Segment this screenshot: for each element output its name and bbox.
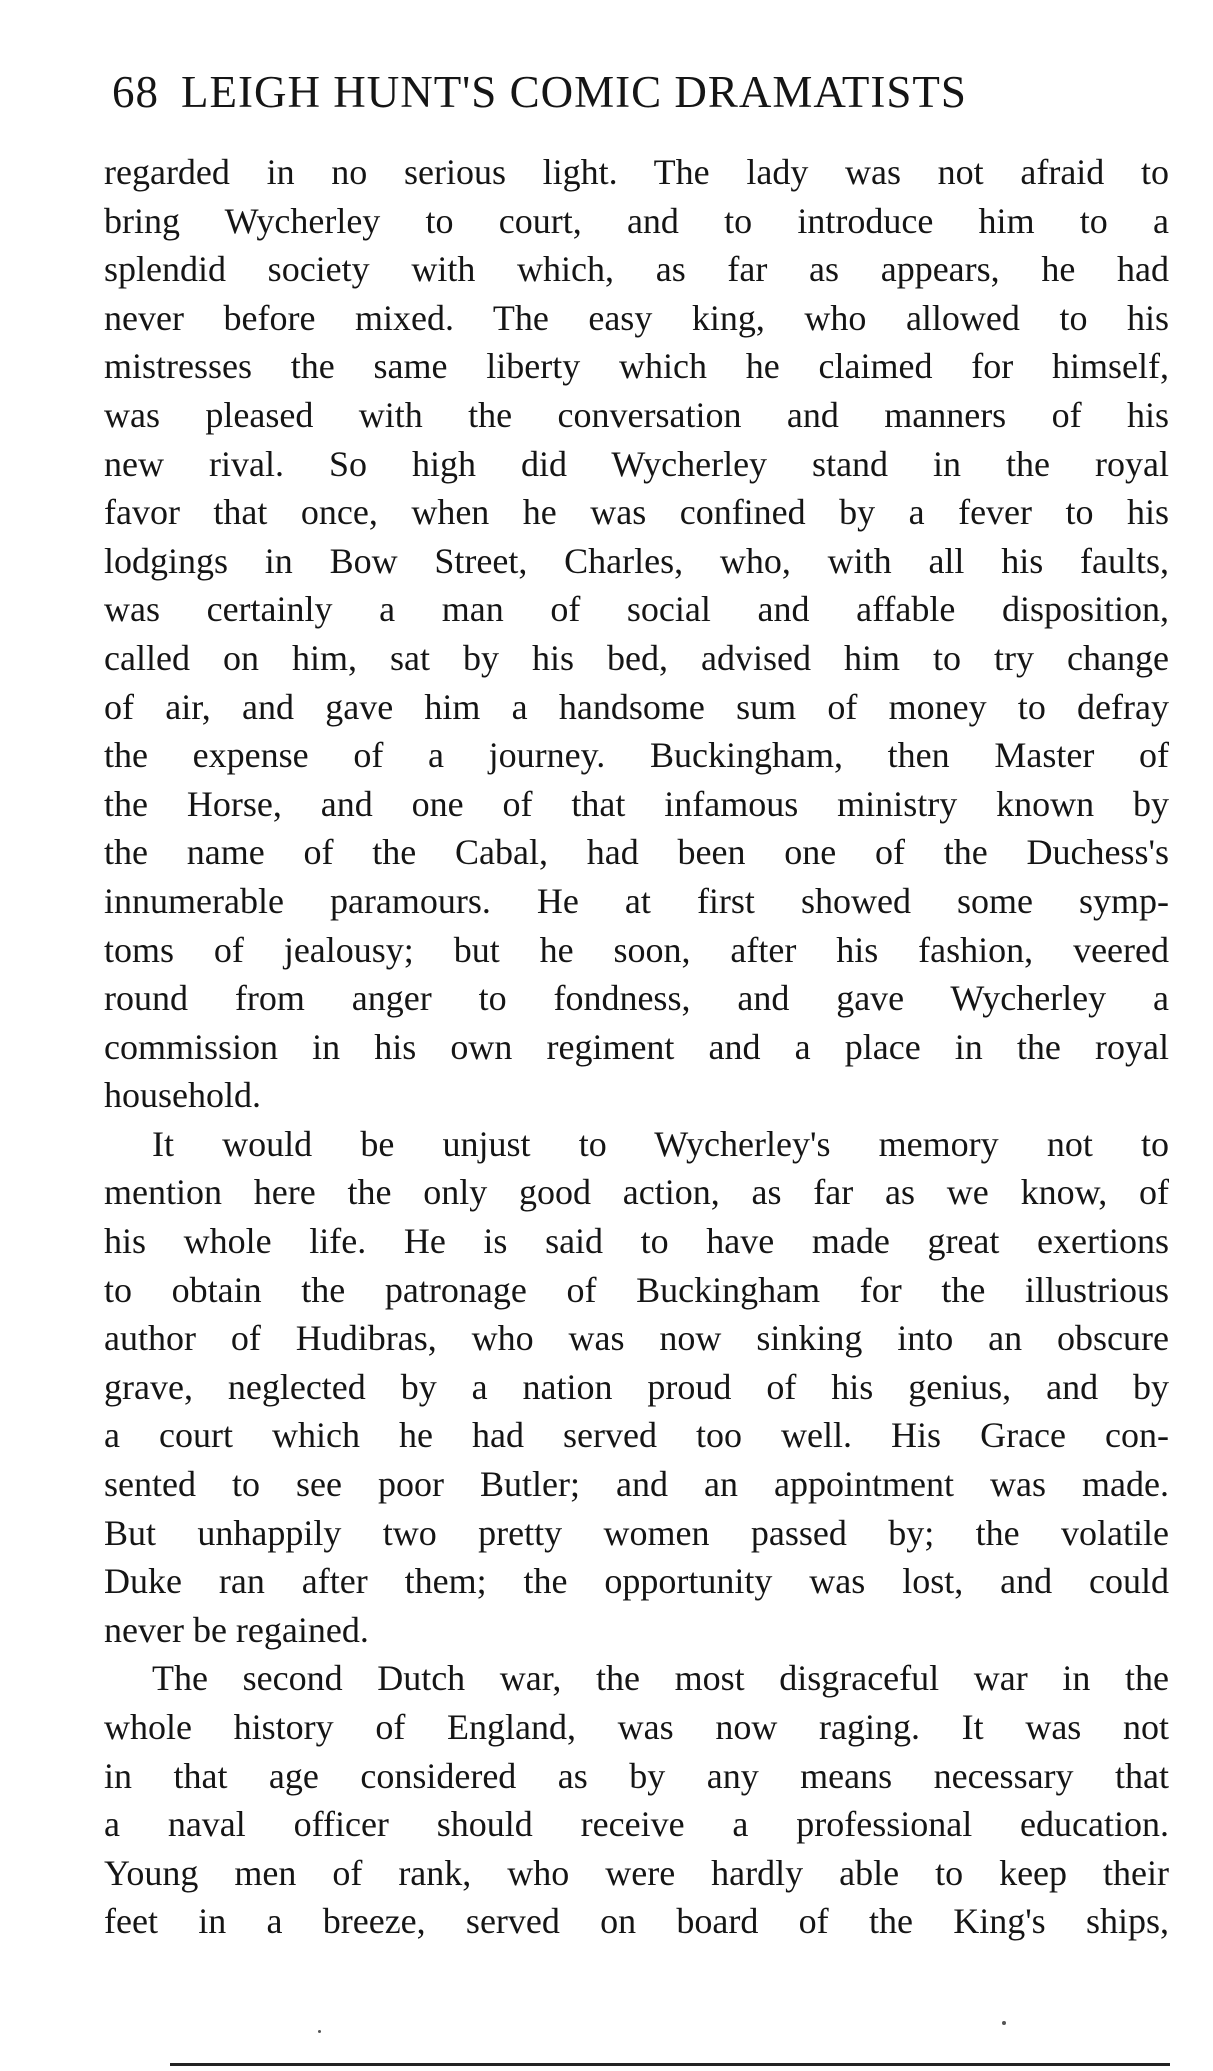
text-line: innumerable paramours. He at first showed some symp- bbox=[104, 880, 1169, 921]
text-line: was certainly a man of social and affable disposition, bbox=[104, 589, 1169, 630]
text-line: mistresses the same liberty which he claimed for himself, bbox=[104, 346, 1169, 387]
text-line: sented to see poor Butler; and an appointment was made. bbox=[104, 1464, 1169, 1505]
text-line: in that age considered as by any means necessary that bbox=[104, 1755, 1169, 1796]
text-line: It would be unjust to Wycherley's memory not to bbox=[152, 1123, 1169, 1164]
text-line: the Horse, and one of that infamous ministry known by bbox=[104, 783, 1169, 824]
text-line: regarded in no serious light. The lady was not afraid to bbox=[104, 152, 1169, 192]
text-line: was pleased with the conversation and manners of his bbox=[104, 394, 1169, 435]
paragraph-1 bbox=[104, 148, 1169, 1120]
text-line: bring Wycherley to court, and to introduce him to a bbox=[104, 200, 1169, 241]
paragraph-2 bbox=[104, 1120, 1169, 1655]
body-text bbox=[104, 148, 1169, 1946]
text-line: never before mixed. The easy king, who allowed to his bbox=[104, 297, 1169, 338]
text-line: feet in a breeze, served on board of the King's ships, bbox=[104, 1901, 1169, 1942]
text-line: whole history of England, was now raging. It was not bbox=[104, 1707, 1169, 1747]
text-line: to obtain the patronage of Buckingham for the illustrious bbox=[104, 1269, 1169, 1310]
text-line: author of Hudibras, who was now sinking into an obscure bbox=[104, 1318, 1169, 1359]
text-line: the expense of a journey. Buckingham, then Master of bbox=[104, 735, 1169, 776]
text-line: household. bbox=[104, 1075, 261, 1116]
print-speck bbox=[318, 2030, 321, 2033]
print-speck bbox=[1002, 2021, 1006, 2025]
text-line: toms of jealousy; but he soon, after his fashion, veered bbox=[104, 929, 1169, 970]
text-line: never be regained. bbox=[104, 1609, 369, 1650]
text-line: The second Dutch war, the most disgraceful war in the bbox=[152, 1658, 1169, 1699]
text-line: Young men of rank, who were hardly able to keep their bbox=[104, 1852, 1169, 1893]
text-line: lodgings in Bow Street, Charles, who, with all his faults, bbox=[104, 540, 1169, 581]
text-line: Duke ran after them; the opportunity was lost, and could bbox=[104, 1561, 1169, 1602]
page-bottom-rule bbox=[170, 2063, 1170, 2066]
text-line: the name of the Cabal, had been one of the Duchess's bbox=[104, 832, 1169, 873]
text-line: mention here the only good action, as far as we know, of bbox=[104, 1172, 1169, 1213]
text-line: called on him, sat by his bed, advised him to try change bbox=[104, 637, 1169, 678]
text-line: grave, neglected by a nation proud of his genius, and by bbox=[104, 1366, 1169, 1407]
text-line: favor that once, when he was confined by a fever to his bbox=[104, 492, 1169, 533]
text-line: of air, and gave him a handsome sum of money to defray bbox=[104, 686, 1169, 727]
text-line: new rival. So high did Wycherley stand in the royal bbox=[104, 443, 1169, 484]
text-line: a naval officer should receive a professional education. bbox=[104, 1804, 1169, 1845]
text-line: splendid society with which, as far as appears, he had bbox=[104, 249, 1169, 290]
running-title: LEIGH HUNT'S COMIC DRAMATISTS bbox=[181, 67, 967, 117]
running-header bbox=[112, 66, 1177, 130]
paragraph-3 bbox=[104, 1654, 1169, 1946]
page-number: 68 bbox=[112, 67, 159, 117]
text-line: round from anger to fondness, and gave Wycherley a bbox=[104, 978, 1169, 1019]
text-line: his whole life. He is said to have made great exertions bbox=[104, 1221, 1169, 1262]
text-line: a court which he had served too well. His Grace con- bbox=[104, 1415, 1169, 1456]
text-line: But unhappily two pretty women passed by; the volatile bbox=[104, 1512, 1169, 1553]
text-line: commission in his own regiment and a place in the royal bbox=[104, 1026, 1169, 1067]
